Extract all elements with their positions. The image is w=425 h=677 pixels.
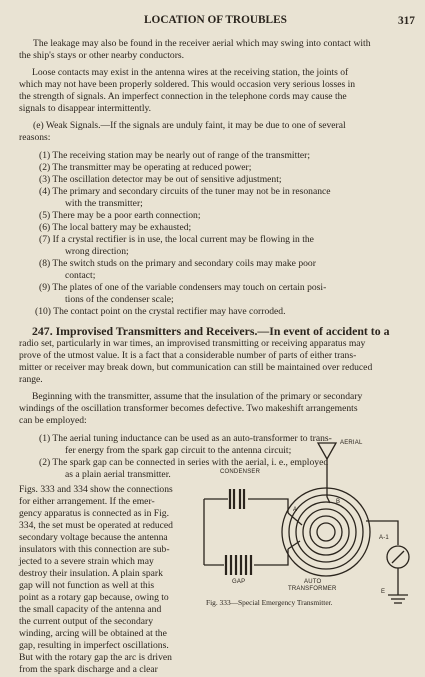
text-line: destroy their insulation. A plain spark (19, 568, 163, 579)
condenser-symbol (230, 489, 244, 509)
label-clip-b: B (336, 499, 341, 505)
list-item-continuation: as a plain aerial transmitter. (65, 469, 171, 480)
figure-caption: Fig. 333—Special Emergency Transmitter. (206, 598, 333, 607)
list-item: (5) There may be a poor earth connection; (39, 210, 201, 221)
text-line: signals to disappear intermittently. (19, 103, 152, 114)
text-line: windings of the oscillation transformer becomes defective. Two makeshift arrangements (19, 403, 358, 414)
text-line: (e) Weak Signals.—If the signals are unduly faint, it may be due to one of several (33, 120, 346, 131)
text-line: which may not have been properly soldered. This would occasion very serious losses in (19, 79, 356, 90)
text-line: the ship's stays or other nearby conductors. (19, 50, 185, 61)
text-line: range. (19, 374, 43, 385)
text-line: for either arrangement. If the emer- (19, 496, 155, 507)
list-item: (8) The switch studs on the primary and secondary coils may make poor (39, 258, 316, 269)
text-line: Figs. 333 and 334 show the connections (19, 484, 173, 495)
text-line: gap will not function as well at this (19, 580, 155, 591)
list-item-continuation: wrong direction; (65, 246, 129, 257)
earth-symbol (388, 595, 408, 603)
page-number: 317 (398, 15, 415, 27)
label-earth: E (381, 589, 386, 595)
text-line: gap, resulting in imperfect oscillations. (19, 640, 169, 651)
text-line: winding, arcing will be obtained at the (19, 628, 167, 639)
list-item: (3) The oscillation detector may be out of sensitive adjustment; (39, 174, 282, 185)
list-item-continuation: tions of the condenser scale; (65, 294, 174, 305)
list-item: (1) The receiving station may be nearly out of range of the transmitter; (39, 150, 311, 161)
text-line: from the spark discharge and a clear (19, 664, 158, 675)
label-clip-a: A (293, 507, 298, 513)
label-gap: GAP (232, 579, 246, 585)
list-item: (7) If a crystal rectifier is in use, the local current may be flowing in the (39, 234, 314, 245)
text-line: Loose contacts may exist in the antenna wires at the receiving station, the joints of (32, 67, 349, 78)
spark-gap-symbol (226, 555, 251, 575)
list-item: (6) The local battery may be exhausted; (39, 222, 192, 233)
label-auto: AUTO (304, 579, 322, 585)
list-item: (2) The transmitter may be operating at reduced power; (39, 162, 252, 173)
text-line: mitter or receiver may break down, but communication can still be maintained over reduced (19, 362, 373, 373)
list-item-continuation: fer energy from the spark gap circuit to the antenna circuit; (65, 445, 292, 456)
list-item: (9) The plates of one of the variable condensers may touch on certain posi- (39, 282, 327, 293)
list-item: (1) The aerial tuning inductance can be used as an auto-transformer to trans- (39, 433, 332, 444)
aerial-symbol (318, 443, 336, 459)
figure-333 (190, 425, 422, 611)
text-line: prove of the utmost value. It is a fact that a considerable number of parts of either trans- (19, 350, 357, 361)
list-item: (2) The spark gap can be connected in series with the aerial, i. e., employed (39, 457, 329, 468)
text-line: jected to a severe strain which may (19, 556, 154, 567)
section-heading: 247. Improvised Transmitters and Receivers.—In event of accident to a (32, 324, 390, 338)
text-line: 334, the set must be operated at reduced (19, 520, 173, 531)
label-condenser: CONDENSER (220, 469, 261, 475)
right-wire (366, 521, 398, 545)
text-line: can be employed: (19, 415, 87, 426)
label-transformer: TRANSFORMER (288, 586, 337, 592)
list-item: (4) The primary and secondary circuits of the tuner may not be in resonance (39, 186, 331, 197)
text-line: the strength of signals. An imperfect connection in the telephone cords may cause the (19, 91, 347, 102)
text-line: gency apparatus is connected as in Fig. (19, 508, 169, 519)
text-line: the small capacity of the antenna and (19, 604, 162, 615)
label-aerial: AERIAL (340, 440, 363, 446)
text-line: the current output of the secondary (19, 616, 153, 627)
text-line: Beginning with the transmitter, assume that the insulation of the primary or secondary (32, 391, 363, 402)
running-head: LOCATION OF TROUBLES (144, 14, 287, 26)
list-item: (10) The contact point on the crystal rectifier may have corroded. (35, 306, 286, 317)
text-line: insulators with this connection are sub- (19, 544, 170, 555)
text-line: secondary voltage because the antenna (19, 532, 168, 543)
list-item-continuation: with the transmitter; (65, 198, 143, 209)
text-line: point as a rotary gap because, owing to (19, 592, 169, 603)
auto-transformer-coil (282, 488, 370, 576)
text-line: The leakage may also be found in the receiver aerial which may swing into contact with (33, 38, 371, 49)
text-line: reasons: (19, 132, 51, 143)
text-line: But with the rotary gap the arc is driven (19, 652, 172, 663)
text-line: radio set, particularly in war times, an improvised transmitting or receiving apparatus may (19, 338, 366, 349)
label-ammeter: A-1 (379, 535, 389, 541)
list-item-continuation: contact; (65, 270, 96, 281)
